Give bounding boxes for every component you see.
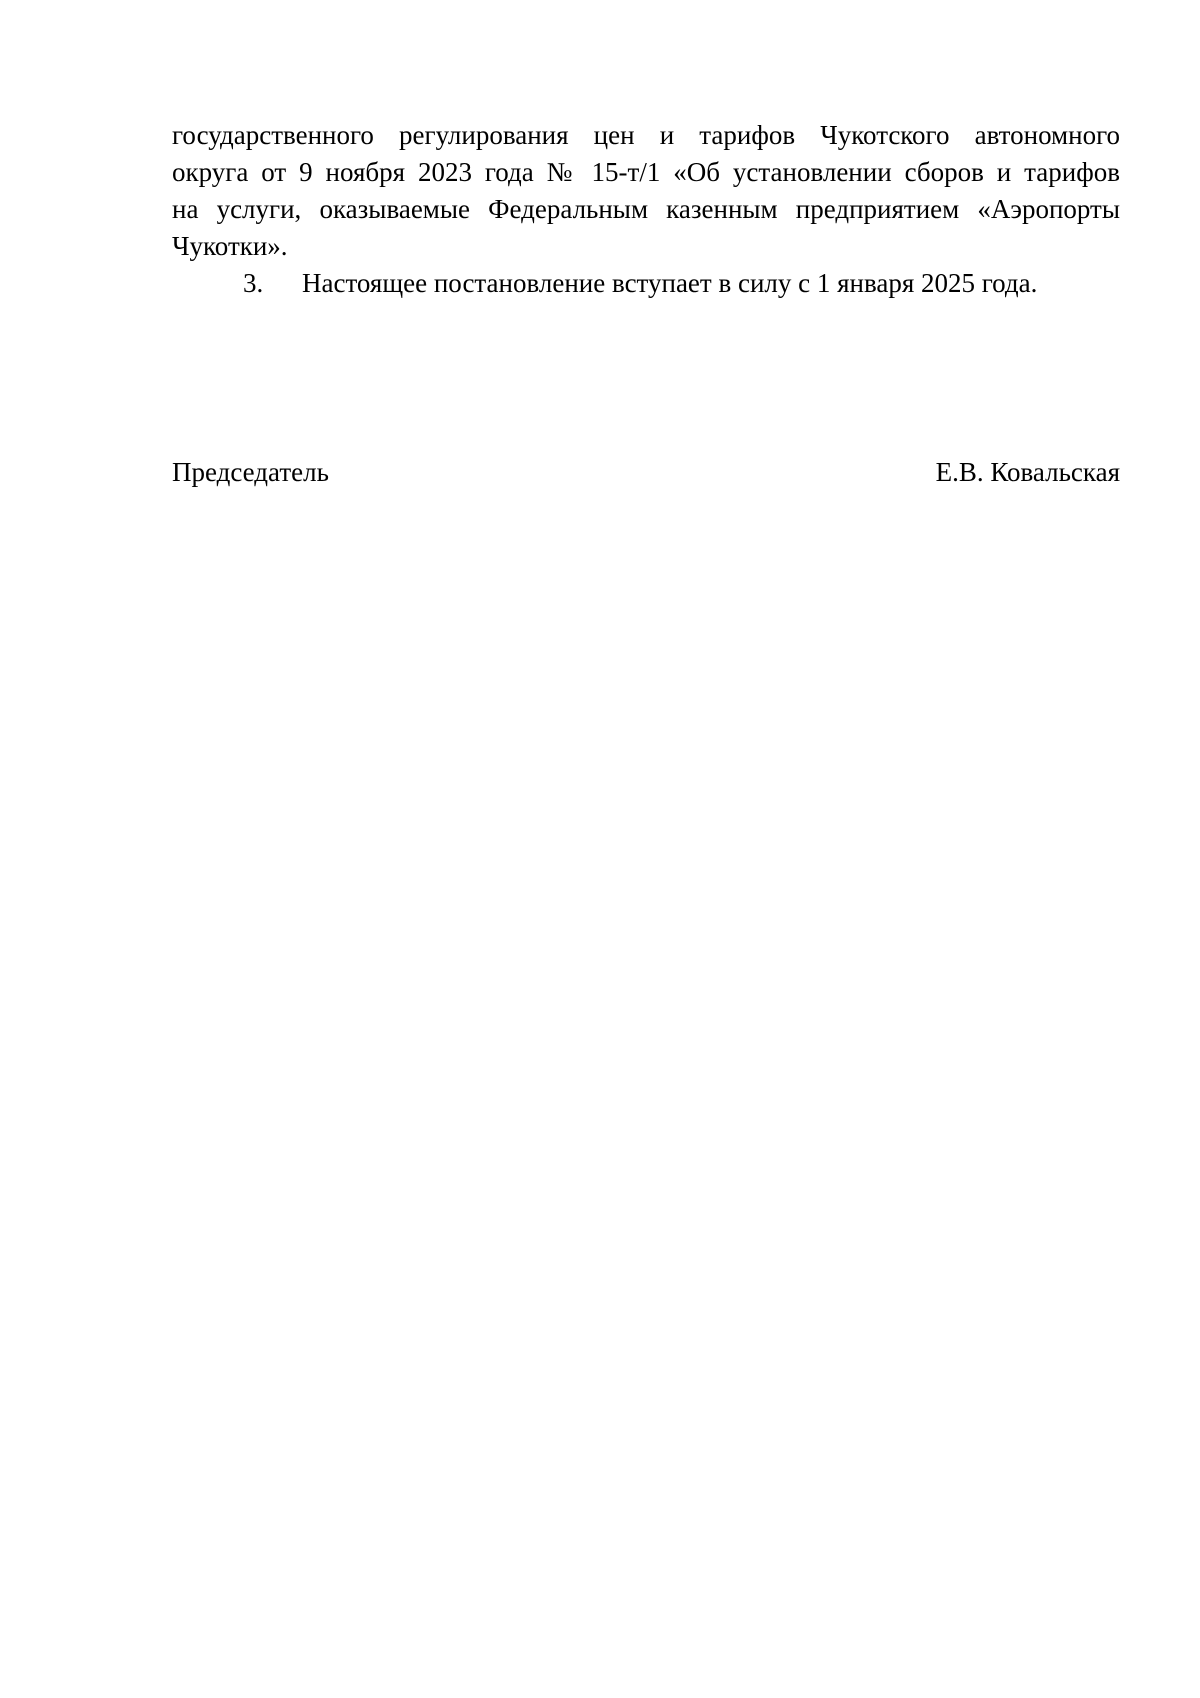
item-text: Настоящее постановление вступает в силу с 1 января 2025 года. [302,268,1038,298]
paragraph-line: на услуги, оказываемые Федеральным казенным предприятием «Аэропорты [172,194,1120,224]
paragraph-line: государственного регулирования цен и тарифов Чукотского автономного [172,120,1120,150]
paragraph-continuation [172,117,1120,265]
paragraph-line: Чукотки». [172,231,288,261]
item-number: 3. [243,268,264,298]
paragraph-line: округа от 9 ноября 2023 года № 15-т/1 «Об установлении сборов и тарифов [172,157,1120,187]
signatory-title: Председатель [172,457,329,487]
signatory-name: Е.В. Ковальская [935,457,1120,487]
